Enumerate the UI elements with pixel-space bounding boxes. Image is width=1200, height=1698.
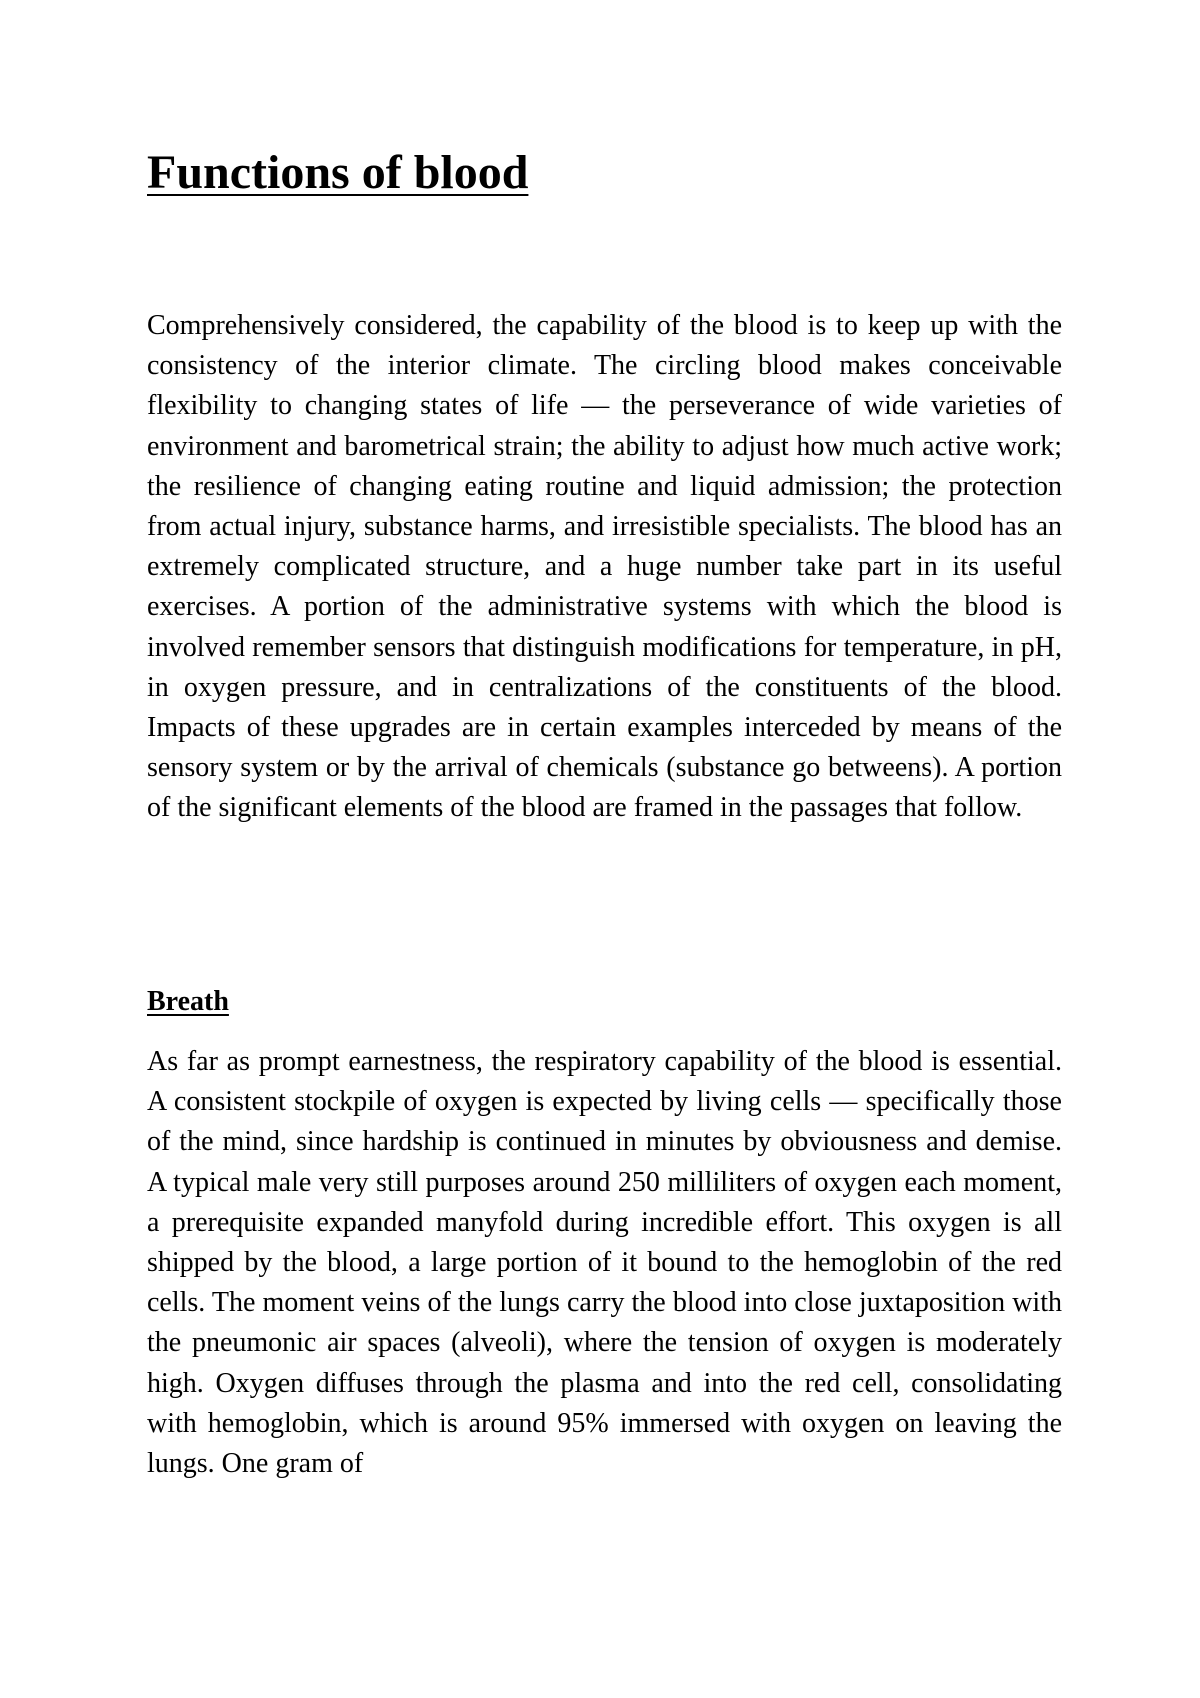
intro-paragraph: Comprehensively considered, the capability of the blood is to keep up with the consistency of the interior climate. The circling blood makes conceivable flexibility to changing states of life — the perseverance of wide varieties of environment and barometrical strain; the ability to adjust how much active work; the resilience of changing eating routine and liquid admission; the protection from actual injury, substance harms, and irresistible specialists. The blood has an extremely complicated structure, and a huge number take part in its useful exercises. A portion of the administrative systems with which the blood is involved remember sensors that distinguish modifications for temperature, in pH, in oxygen pressure, and in centralizations of the constituents of the blood. Impacts of these upgrades are in certain examples interceded by means of the sensory system or by the arrival of chemicals (substance go betweens). A portion of the significant elements of the blood are framed in the passages that follow.	[147, 310, 1062, 824]
page-title: Functions of blood	[147, 146, 529, 199]
section-heading-breath: Breath	[147, 986, 229, 1017]
breath-paragraph: As far as prompt earnestness, the respiratory capability of the blood is essential. A consistent stockpile of oxygen is expected by living cells — specifically those of the mind, since hardship is continued in minutes by obviousness and demise. A typical male very still purposes around 250 milliliters of oxygen each moment, a prerequisite expanded manyfold during incredible effort. This oxygen is all shipped by the blood, a large portion of it bound to the hemoglobin of the red cells. The moment veins of the lungs carry the blood into close juxtaposition with the pneumonic air spaces (alveoli), where the tension of oxygen is moderately high. Oxygen diffuses through the plasma and into the red cell, consolidating with hemoglobin, which is around 95% immersed with oxygen on leaving the lungs. One gram of	[147, 1046, 1062, 1480]
